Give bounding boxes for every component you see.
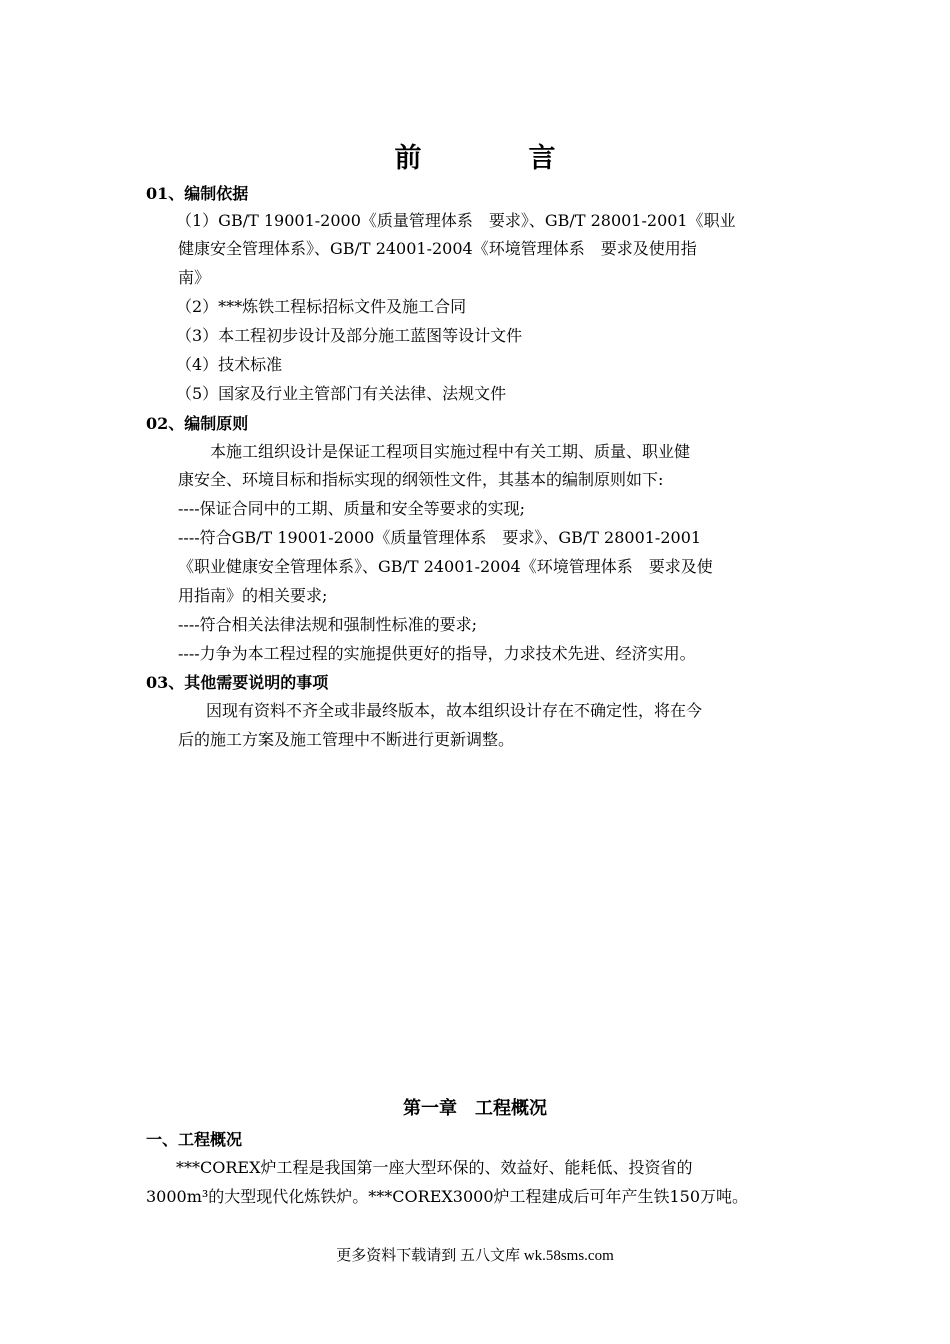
paragraph-line: ----力争为本工程过程的实施提供更好的指导，力求技术先进、经济实用。 (178, 644, 696, 663)
paragraph-line: 南》 (178, 268, 211, 287)
section-heading-basis: 01、编制依据 (146, 184, 249, 203)
paragraph-line: 《职业健康安全管理体系》、GB/T 24001-2004《环境管理体系 要求及使 (178, 557, 713, 576)
paragraph-line: 康安全、环境目标和指标实现的纲领性文件，其基本的编制原则如下: (178, 470, 664, 489)
section-heading-principles: 02、编制原则 (146, 414, 249, 433)
paragraph-line: （4）技术标准 (176, 355, 283, 374)
paragraph-line: 后的施工方案及施工管理中不断进行更新调整。 (178, 730, 515, 749)
paragraph-line: 3000m³的大型现代化炼铁炉。***COREX3000炉工程建成后可年产生铁150万吨。 (146, 1187, 749, 1206)
page-title: 前 言 (394, 143, 596, 174)
paragraph-line: ***COREX炉工程是我国第一座大型环保的、效益好、能耗低、投资省的 (176, 1158, 693, 1177)
paragraph-line: （2）***炼铁工程标招标文件及施工合同 (176, 297, 467, 316)
paragraph-line: ----符合相关法律法规和强制性标准的要求; (178, 615, 478, 634)
paragraph-line: （5）国家及行业主管部门有关法律、法规文件 (176, 384, 507, 403)
paragraph-line: ----保证合同中的工期、质量和安全等要求的实现; (178, 499, 526, 518)
paragraph-line: ----符合GB/T 19001-2000《质量管理体系 要求》、GB/T 28001-2001 (178, 528, 702, 547)
paragraph-line: 健康安全管理体系》、GB/T 24001-2004《环境管理体系 要求及使用指 (178, 239, 697, 258)
paragraph-line: 本施工组织设计是保证工程项目实施过程中有关工期、质量、职业健 (210, 442, 691, 461)
paragraph-line: 用指南》的相关要求; (178, 586, 328, 605)
footer-note: 更多资料下载请到 五八文库 wk.58sms.com (336, 1248, 614, 1264)
section-heading-project-overview: 一、工程概况 (146, 1130, 243, 1149)
paragraph-line: （3）本工程初步设计及部分施工蓝图等设计文件 (176, 326, 523, 345)
paragraph-line: 因现有资料不齐全或非最终版本，故本组织设计存在不确定性，将在今 (206, 701, 703, 720)
chapter-title: 第一章 工程概况 (403, 1098, 547, 1119)
paragraph-line: （1）GB/T 19001-2000《质量管理体系 要求》、GB/T 28001-2001《职业 (176, 211, 736, 230)
section-heading-other-notes: 03、其他需要说明的事项 (146, 673, 329, 692)
